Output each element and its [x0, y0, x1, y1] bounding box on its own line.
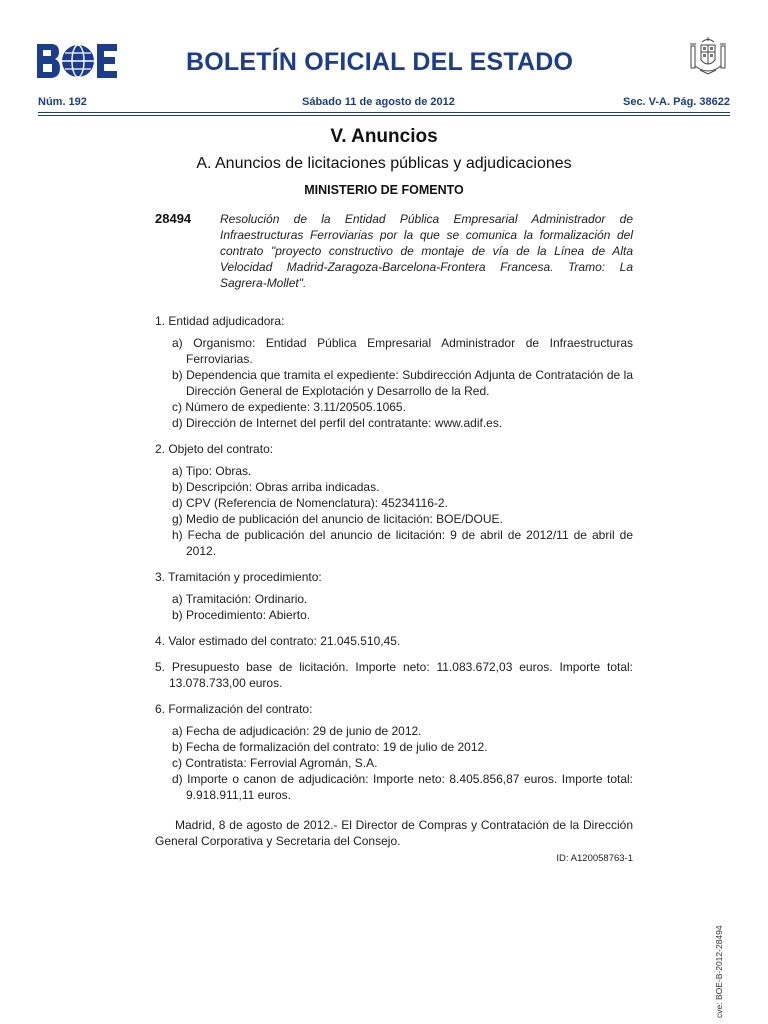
section-subtitle: A. Anuncios de licitaciones públicas y adjudicaciones — [196, 155, 572, 172]
list-item: a) Organismo: Entidad Pública Empresarial Administrador de Infraestructuras Ferroviarias. — [172, 336, 633, 366]
section-heading: 6. Formalización del contrato: — [155, 702, 313, 716]
announcement-number: 28494 — [155, 211, 192, 226]
section-tramitacion — [155, 569, 633, 623]
section-formalizacion — [155, 701, 633, 803]
issue-number: Núm. 192 — [38, 96, 87, 108]
list-item: a) Tramitación: Ordinario. — [172, 592, 308, 606]
announcement-body — [155, 313, 633, 867]
section-heading: 1. Entidad adjudicadora: — [155, 314, 285, 328]
list-item: h) Fecha de publicación del anuncio de licitación: 9 de abril de 2012/11 de abril de 2012. — [172, 528, 633, 558]
list-item: g) Medio de publicación del anuncio de licitación: BOE/DOUE. — [172, 512, 503, 526]
issue-date: Sábado 11 de agosto de 2012 — [302, 96, 455, 108]
ministry-heading: MINISTERIO DE FOMENTO — [304, 183, 464, 197]
valor-estimado: 4. Valor estimado del contrato: 21.045.510,45. — [155, 634, 401, 648]
section-title: V. Anuncios — [330, 126, 438, 147]
header-rule — [38, 112, 730, 113]
list-item: a) Fecha de adjudicación: 29 de junio de 2012. — [172, 724, 422, 738]
header-rule-thin — [38, 115, 730, 116]
list-item: b) Dependencia que tramita el expediente: Subdirección Adjunta de Contratación de la Dirección General de Explotación y Desarrollo de la Red. — [172, 368, 633, 398]
announcement-summary: Resolución de la Entidad Pública Empresarial Administrador de Infraestructuras Ferroviarias por la que se comunica la formalización del contrato "proyecto constructivo de montaje de vía de la Línea de Alta Velocidad Madrid-Zaragoza-Barcelona-Frontera Francesa. Tramo: La Sagrera-Mollet". — [220, 212, 633, 290]
presupuesto-base: 5. Presupuesto base de licitación. Importe neto: 11.083.672,03 euros. Importe total: 13.078.733,00 euros. — [155, 660, 633, 690]
section-heading: 2. Objeto del contrato: — [155, 442, 274, 456]
cve-code: cve: BOE-B-2012-28494 — [714, 925, 724, 1018]
section-entidad — [155, 313, 633, 431]
document-id: ID: A120058763-1 — [556, 853, 633, 864]
list-item: c) Contratista: Ferrovial Agromán, S.A. — [172, 756, 378, 770]
section-objeto — [155, 441, 633, 559]
list-item: c) Número de expediente: 3.11/20505.1065. — [172, 400, 406, 414]
list-item: d) Dirección de Internet del perfil del contratante: www.adif.es. — [172, 416, 503, 430]
section-heading: 3. Tramitación y procedimiento: — [155, 570, 322, 584]
list-item: b) Descripción: Obras arriba indicadas. — [172, 480, 380, 494]
coat-of-arms-icon — [686, 36, 730, 80]
closing-signature: Madrid, 8 de agosto de 2012.- El Director de Compras y Contratación de la Dirección General Corporativa y Secretaria del Consejo. — [155, 818, 633, 848]
gazette-title: BOLETÍN OFICIAL DEL ESTADO — [186, 48, 574, 76]
list-item: b) Procedimiento: Abierto. — [172, 608, 311, 622]
section-page: Sec. V-A. Pág. 38622 — [622, 96, 730, 108]
list-item: b) Fecha de formalización del contrato: 19 de julio de 2012. — [172, 740, 488, 754]
list-item: d) CPV (Referencia de Nomenclatura): 45234116-2. — [172, 496, 448, 510]
list-item: d) Importe o canon de adjudicación: Importe neto: 8.405.856,87 euros. Importe total: 9.918.911,11 euros. — [172, 772, 633, 802]
list-item: a) Tipo: Obras. — [172, 464, 252, 478]
boe-logo — [37, 44, 117, 78]
